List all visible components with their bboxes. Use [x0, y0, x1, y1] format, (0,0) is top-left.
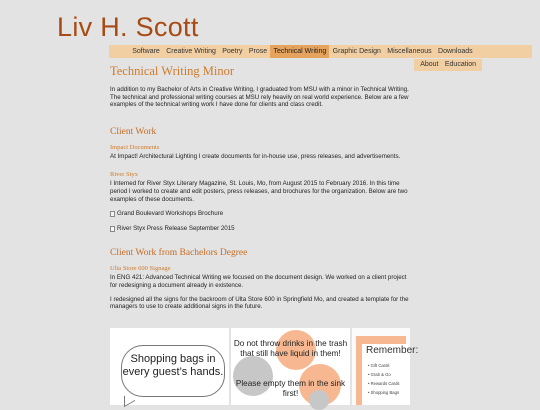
site-title[interactable]: Liv H. Scott — [57, 12, 199, 42]
impact-text: At Impact! Architectural Lighting I create documents for in-house use, press releases, and advertisements. — [110, 152, 401, 160]
brochure-image-alt: Grand Boulevard Workshops Brochure — [117, 210, 224, 218]
river-styx-heading: River Styx — [110, 171, 138, 179]
sign-shopping-bags-text: Shopping bags in every guest’s hands. — [122, 353, 224, 378]
page-title: Technical Writing Minor — [110, 64, 235, 78]
nav-creative-writing[interactable]: Creative Writing — [166, 48, 216, 55]
sign-remember[interactable] — [352, 328, 419, 405]
sign-gallery — [110, 328, 419, 405]
broken-image-icon — [110, 226, 115, 232]
speech-bubble — [121, 345, 225, 397]
sign-shopping-bags[interactable] — [110, 328, 229, 405]
nav-software[interactable]: Software — [132, 48, 160, 55]
remember-item: • Grab & Go — [368, 370, 400, 379]
broken-image-icon — [110, 211, 115, 217]
main-content — [110, 64, 410, 311]
ulta-text-1: In ENG 421: Advanced Technical Writing we focused on the document design. We worked on a client project for redesigning a document already in existence. — [110, 274, 407, 289]
ulta-heading: Ulta Store 600 Signage — [110, 265, 171, 273]
bachelors-heading: Client Work from Bachelors Degree — [110, 248, 248, 259]
nav-miscellaneous[interactable]: Miscellaneous — [387, 48, 432, 55]
intro-text: In addition to my Bachelor of Arts in Creative Writing, I graduated from MSU with a minor in Technical Writing. The technical and professional writing courses at MSU rely heavily on real world experience. Below are a few examples of the technical writing work I have done for clients and class credit. — [110, 86, 409, 109]
nav-graphic-design[interactable]: Graphic Design — [332, 48, 381, 55]
ulta-text-2: I redesigned all the signs for the backroom of Ulta Store 600 in Springfield Mo, and created a template for the managers to use to create additional signs in the future. — [110, 295, 409, 311]
nav-about[interactable]: About — [420, 61, 439, 68]
sign-drinks[interactable] — [231, 328, 350, 405]
sign-drinks-bottom-text: Please empty them in the sink first! — [235, 379, 346, 398]
sign-drinks-top-text: Do not throw drinks in the trash that still have liquid in them! — [233, 339, 348, 358]
nav-technical-writing[interactable]: Technical Writing — [270, 45, 329, 58]
client-work-heading: Client Work — [110, 126, 157, 137]
nav-education[interactable]: Education — [444, 61, 476, 68]
brochure-image-link[interactable] — [110, 210, 410, 218]
nav-downloads[interactable]: Downloads — [438, 48, 473, 55]
impact-documents-heading: Impact Documents — [110, 143, 160, 151]
river-styx-text: I Interned for River Styx Literary Magazine, St. Louis, Mo, from August 2015 to February 2016. In this time period I worked to create and edit posters, press releases, and brochures for the organization. Below are two examples of these documents. — [110, 180, 408, 203]
remember-title: Remember: — [366, 345, 419, 356]
remember-list — [368, 361, 400, 397]
press-release-image-alt: River Styx Press Release September 2015 — [117, 224, 235, 232]
nav-poetry[interactable]: Poetry — [222, 48, 243, 55]
sub-nav — [414, 59, 482, 71]
main-nav — [109, 45, 532, 58]
remember-item: • Rewards Cards — [368, 379, 400, 388]
nav-prose[interactable]: Prose — [248, 48, 268, 55]
remember-item: • Gift Cards — [368, 361, 400, 370]
remember-item: • Shopping Bags — [368, 388, 400, 397]
press-release-image-link[interactable] — [110, 225, 410, 233]
